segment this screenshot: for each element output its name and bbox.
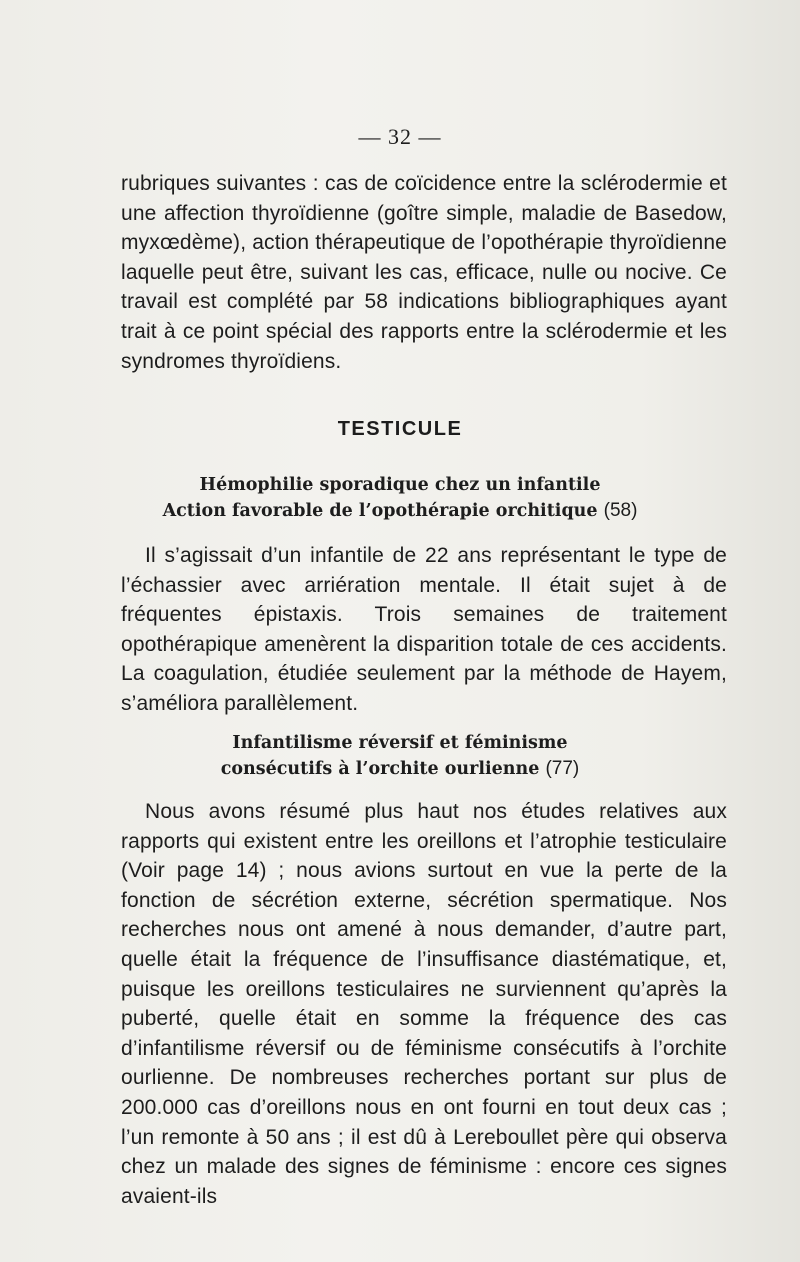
infantilism-paragraph: Nous avons résumé plus haut nos études relatives aux rapports qui existent entre les oreillons et l’atrophie testiculaire (Voir page 14) ; nous avions surtout en vue la perte de la fonction de sécrétion externe, sécrétion spermatique. Nos recherches nous ont amené à nous demander, d’autre part, quelle était la fréquence de l’insuffisance diastématique, et, puisque les oreillons testiculaires ne surviennent qu’après la puberté, quelle était en somme la fréquence des cas d’infantilisme réversif ou de féminisme consécutifs à l’orchite ourlienne. De nombreuses recherches portant sur plus de 200.000 cas d’oreillons nous en ont fourni en tout deux cas ; l’un remonte à 50 ans ; il est dû à Lereboullet père qui observa chez un malade des signes de féminisme : encore ces signes avaient-ils [121, 800, 727, 1208]
infantilism-heading-text: consécutifs à l’orchite ourlienne [220, 759, 540, 779]
page-number: — 32 — [358, 124, 442, 149]
hemophilia-heading-line-1: Hémophilie sporadique chez un infantile [199, 475, 601, 495]
infantilism-heading-line-1: Infantilisme réversif et féminisme [232, 733, 568, 753]
hemophilia-reference: (58) [603, 500, 638, 521]
hemophilia-heading [0, 472, 800, 524]
intro-paragraph: rubriques suivantes : cas de coïcidence entre la sclérodermie et une affection thyroïdienne (goître simple, maladie de Basedow, myxœdème), action thérapeutique de l’opothérapie thyroïdienne laquelle peut être, suivant les cas, efficace, nulle ou nocive. Ce travail est complété par 58 indications bibliographiques ayant trait à ce point spécial des rapports entre la sclérodermie et les syndromes thyroïdiens. [121, 172, 727, 373]
hemophilia-heading-text: Action favorable de l’opothérapie orchitique [162, 501, 598, 521]
infantilism-heading [0, 730, 800, 782]
hemophilia-heading-line-2 [0, 498, 800, 524]
infantilism-reference: (77) [545, 758, 580, 779]
hemophilia-paragraph: Il s’agissait d’un infantile de 22 ans représentant le type de l’échassier avec arriération mentale. Il était sujet à de fréquentes épistaxis. Trois semaines de traitement opothérapique amenèrent la disparition totale de ces accidents. La coagulation, étudiée seulement par la méthode de Hayem, s’améliora parallèlement. [121, 544, 727, 715]
section-title: TESTICULE [337, 418, 463, 440]
infantilism-heading-line-2 [0, 756, 800, 782]
